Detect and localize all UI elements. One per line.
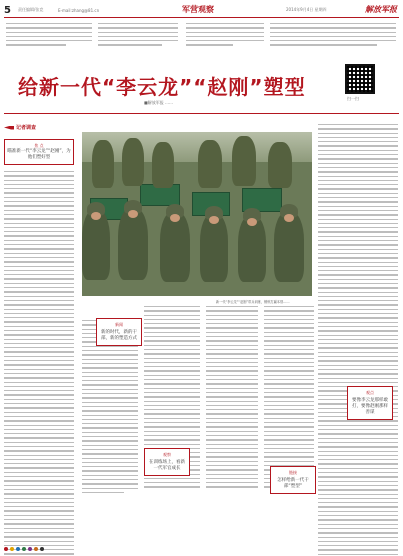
soldier (160, 212, 190, 282)
face (91, 212, 101, 220)
photo-caption: 新一代“李云龙”“赵刚”带兵训练，锤炼打赢本领…… (216, 300, 290, 304)
paper-logo: 解放军报 (365, 5, 397, 14)
section-flag-icon (4, 125, 14, 131)
color-dot (10, 547, 14, 551)
soldier (232, 136, 256, 186)
callout-text: 在训练场上，看新一代军官成长 (149, 460, 185, 471)
headline-area (4, 61, 399, 113)
soldier (198, 140, 222, 188)
focus-label: 焦 点 (34, 143, 44, 148)
top-text-column-2 (98, 23, 178, 49)
section-tag-label: 记者调查 (16, 125, 37, 131)
qr-caption: 扫一扫 (347, 96, 359, 101)
right-text-column (318, 124, 398, 556)
email-label: E-mail:zhang@81.cn (58, 7, 100, 13)
color-dot (28, 547, 32, 551)
body-column-1 (82, 320, 138, 496)
soldier (274, 212, 304, 282)
face (209, 216, 219, 224)
face (284, 214, 294, 222)
editor-label: 责任编辑/张竞 (18, 7, 44, 12)
masthead (4, 4, 399, 16)
top-text-column-1 (6, 23, 92, 49)
callout-box (144, 448, 190, 476)
callout-box (96, 318, 142, 346)
callout-text: 怎样给新一代干部“塑型” (277, 478, 309, 489)
color-dot (22, 547, 26, 551)
callout-text: 新的时代，新的干部，新的塑造方式 (101, 330, 137, 341)
callout-box (347, 386, 393, 420)
headline-rule (4, 113, 399, 114)
top-text-column-3 (186, 23, 264, 49)
color-bar (4, 546, 399, 551)
soldier (82, 210, 110, 280)
face (128, 210, 138, 218)
color-dot (4, 547, 8, 551)
callout-label: 观察 (163, 452, 171, 457)
callout-label: 链接 (289, 470, 297, 475)
soldier (152, 142, 174, 188)
focus-box (4, 139, 74, 165)
page-number: 5 (4, 4, 11, 16)
top-text-column-4 (270, 23, 396, 49)
color-dot (16, 547, 20, 551)
callout-label: 新闻 (115, 322, 123, 327)
publication-date: 2014年9月4日 星期四 (286, 7, 327, 12)
left-text-column (4, 171, 74, 556)
soldier (268, 142, 292, 188)
section-title: 军营观察 (182, 5, 214, 14)
section-tag (4, 124, 74, 131)
soldier (92, 140, 114, 188)
masthead-rule (4, 17, 399, 18)
focus-text: 瞄准新一代“李云龙”“赵刚”，为他们塑好型 (7, 149, 71, 160)
soldier (122, 138, 144, 186)
callout-text: 要像李云龙那样敢打，要像赵刚那样善谋 (352, 398, 388, 415)
page-title: 给新一代“李云龙”“赵刚”塑型 (18, 75, 306, 99)
face (247, 218, 257, 226)
color-dot (40, 547, 44, 551)
soldier (200, 214, 228, 282)
right-column (318, 124, 398, 556)
soldier (118, 208, 148, 280)
byline: ■解放军报 …… (144, 100, 174, 105)
body-column-3 (206, 306, 258, 491)
callout-box (270, 466, 316, 494)
callout-label: 观点 (366, 390, 374, 395)
color-dot (34, 547, 38, 551)
news-photo (82, 132, 312, 296)
body-column-4 (264, 306, 314, 491)
face (170, 214, 180, 222)
sidebar (4, 124, 74, 556)
qr-code-icon (345, 64, 375, 94)
